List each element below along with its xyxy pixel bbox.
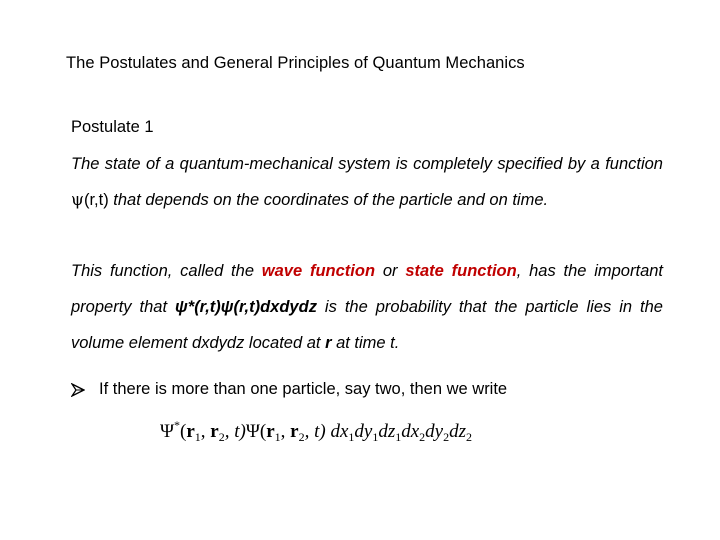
eq-r2: r: [210, 421, 219, 442]
eq-sx1: 1: [348, 430, 355, 444]
paragraph2-text-a: This function, called the: [71, 262, 262, 280]
two-particle-equation: $\Psi^*(r_1$, $r_2$, $t)\Psi(r_1$, $r_2$, t) $dx_1dy_1dz_1dx_2dy_2dz_2$: [160, 418, 472, 444]
eq-psi: Ψ(: [245, 421, 267, 442]
paragraph1-text-b: that depends on the coordinates of the particle and on time.: [108, 191, 549, 209]
probability-expression: ψ*(r,t)ψ(r,t)dxdydz: [175, 298, 317, 316]
eq-sz1: 1: [395, 430, 402, 444]
postulate-heading: Postulate 1: [71, 118, 154, 136]
eq-psi-star: Ψ: [160, 421, 175, 442]
eq-sub1: 1: [194, 430, 201, 444]
eq-t: , t): [224, 421, 246, 442]
slide-title: The Postulates and General Principles of Quantum Mechanics: [66, 54, 525, 72]
eq-sub2: 2: [218, 430, 225, 444]
paragraph2-text-e: at time t.: [331, 334, 400, 352]
position-vector-r: r: [325, 334, 332, 352]
eq-dx2: dx: [401, 421, 420, 442]
eq-r1b: r: [266, 421, 275, 442]
eq-r2b: r: [290, 421, 299, 442]
psi-symbol: ψ: [71, 190, 84, 209]
eq-sub1b: 1: [274, 430, 281, 444]
eq-sx2: 2: [419, 430, 426, 444]
eq-comma: ,: [200, 421, 211, 442]
eq-dz2: dz: [449, 421, 466, 442]
eq-dz1: dz: [378, 421, 396, 442]
paragraph2-text-c: , has the important property that: [71, 262, 664, 316]
eq-comma2: ,: [280, 421, 291, 442]
eq-sy2: 2: [443, 430, 450, 444]
bullet-item: [71, 380, 507, 399]
eq-t2: , t): [304, 421, 331, 442]
eq-star: *: [174, 418, 181, 432]
eq-dy2: dy: [425, 421, 444, 442]
paragraph2-text-d: is the probability that the particle lies in the volume element dxdydz located at: [71, 298, 663, 352]
paragraph1-text-a: The state of a quantum-mechanical system is completely specified by a function: [71, 155, 663, 173]
postulate-paragraph-1: [71, 146, 663, 218]
eq-dy1: dy: [354, 421, 373, 442]
bullet-text: If there is more than one particle, say two, then we write: [99, 380, 508, 398]
state-function-term: state function: [405, 262, 517, 280]
wave-function-term: wave function: [261, 262, 376, 280]
eq-dx1: dx: [330, 421, 349, 442]
paragraph2-text-b: or: [375, 262, 406, 280]
eq-sz2: 2: [466, 430, 472, 444]
eq-sub2b: 2: [298, 430, 305, 444]
eq-sy1: 1: [372, 430, 379, 444]
psi-arguments: (r,t): [83, 191, 109, 209]
eq-r1: r: [186, 421, 195, 442]
postulate-paragraph-2: [71, 253, 663, 361]
arrowhead-bullet-icon: [71, 383, 85, 397]
